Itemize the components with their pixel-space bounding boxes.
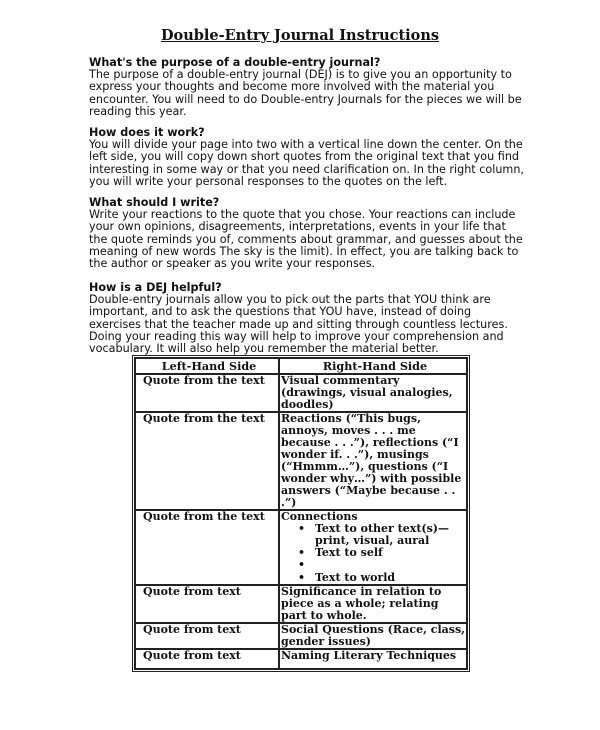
right-cell: Reactions (“This bugs, annoys, moves . . . me because . . .”), reflections (“I wonder if. . .”), musings (“Hmmm…”), questions (“I wonder why…”) with possible answers (“Maybe because . . .”) <box>279 412 467 510</box>
section-purpose <box>89 57 524 118</box>
section-body: Double-entry journals allow you to pick out the parts that YOU think are important, and to ask the questions that YOU have, instead of doing exercises that the teacher made up and sitting through countless lectures. Doing your reading this way will help to improve your comprehension and vocabulary. It will also help you remember the material better. <box>89 293 508 356</box>
section-why-helpful <box>89 282 524 355</box>
section-how-it-works <box>89 127 524 188</box>
header-left: Left-Hand Side <box>135 358 279 374</box>
connections-list <box>281 523 466 584</box>
left-cell: Quote from text <box>135 649 279 669</box>
table-row <box>135 585 467 623</box>
right-cell: Naming Literary Techniques <box>279 649 467 669</box>
left-cell: Quote from text <box>135 623 279 649</box>
section-what-to-write <box>89 197 524 270</box>
left-cell: Quote from the text <box>135 374 279 412</box>
document-title: Double-Entry Journal Instructions <box>160 27 440 44</box>
section-heading: What should I write? <box>89 196 220 209</box>
right-cell: Visual commentary (drawings, visual analogies, doodles) <box>279 374 467 412</box>
table-row <box>135 623 467 649</box>
section-body: Write your reactions to the quote that you chose. Your reactions can include your own opinions, disagreements, interpretations, events in your life that the quote reminds you of, comments about grammar, and guesses about the meaning of new words The sky is the limit). In effect, you are talking back to the author or speaker as you write your responses. <box>89 208 523 271</box>
right-cell <box>279 510 467 585</box>
list-item: • Text to world <box>315 572 466 584</box>
list-item: • Text to other text(s)— print, visual, aural <box>315 523 466 547</box>
right-cell: Social Questions (Race, class, gender issues) <box>279 623 467 649</box>
list-item: • Text to self <box>315 547 466 559</box>
section-body: The purpose of a double-entry journal (DEJ) is to give you an opportunity to express your thoughts and become more involved with the material you encounter. You will need to do Double-entry Journals for the pieces we will be reading this year. <box>89 68 522 118</box>
section-body: You will divide your page into two with a vertical line down the center. On the left side, you will copy down short quotes from the original text that you find interesting in some way or that you need clarification on. In the right column, you will write your personal responses to the quotes on the left. <box>89 138 524 188</box>
connections-label: Connections <box>281 510 358 523</box>
section-heading: What's the purpose of a double-entry journal? <box>89 56 381 69</box>
left-cell: Quote from text <box>135 585 279 623</box>
table-row <box>135 649 467 669</box>
table-row <box>135 510 467 585</box>
dej-table <box>134 357 468 670</box>
left-cell: Quote from the text <box>135 412 279 510</box>
table-row <box>135 374 467 412</box>
section-heading: How does it work? <box>89 126 205 139</box>
table-header-row <box>135 358 467 374</box>
left-cell: Quote from the text <box>135 510 279 585</box>
right-cell: Significance in relation to piece as a whole; relating part to whole. <box>279 585 467 623</box>
table-row <box>135 412 467 510</box>
header-right: Right-Hand Side <box>279 358 467 374</box>
section-heading: How is a DEJ helpful? <box>89 281 222 294</box>
